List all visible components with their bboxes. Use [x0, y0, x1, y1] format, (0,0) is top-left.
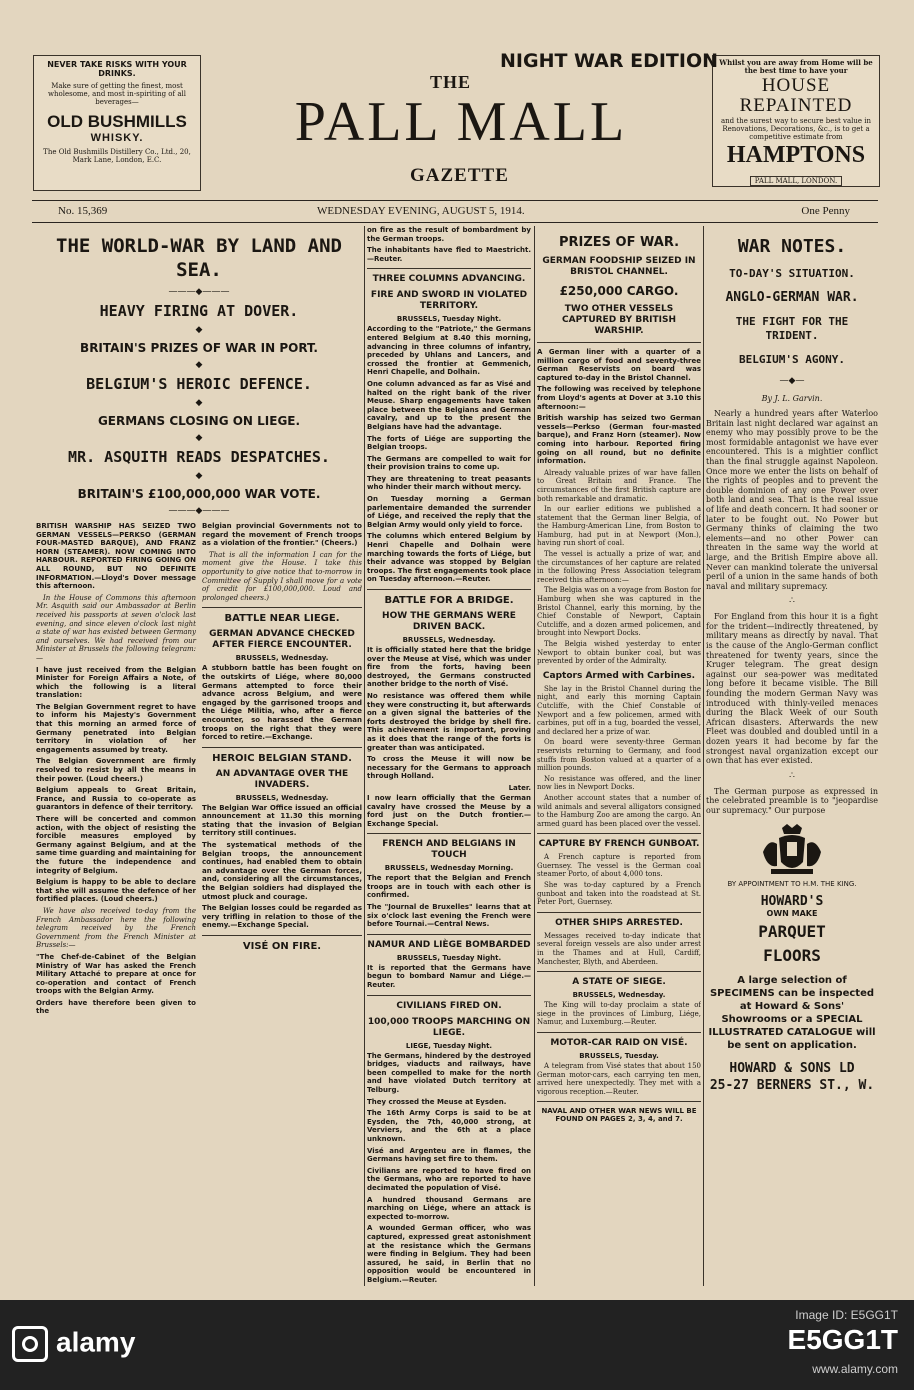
section-heading: A STATE OF SIEGE. — [572, 977, 666, 988]
column-divider — [534, 226, 535, 1286]
article-paragraph: I have just received from the Belgian Minister for Foreign Affairs a Note, of which the following is a literal translation: — [36, 665, 196, 700]
divider: ∴ — [789, 596, 795, 607]
section-subheading: £250,000 CARGO. — [559, 284, 679, 298]
article-paragraph: The Belgian Government regret to have to inform his Majesty's Government that this morning an armed force of Germany penetrated into Belgian territory in violation of her engagements assumed by treaty. — [36, 702, 196, 754]
image-id-code: E5GG1T — [787, 1324, 898, 1355]
section-subheading: 100,000 TROOPS MARCHING ON LIEGE. — [367, 1016, 531, 1038]
advert-product: PARQUET — [758, 921, 826, 941]
advert-body: and the surest way to secure best value in Renovations, Decorations, &c., is to get a competitive estimate from — [720, 117, 871, 141]
dateline-text: BRUSSELS, Wednesday Morning. — [384, 864, 514, 873]
column-divider — [364, 226, 365, 1286]
section-heading: PRIZES OF WAR. — [558, 235, 680, 250]
subheadline: GERMANS CLOSING ON LIEGE. — [97, 414, 301, 428]
section-heading: MOTOR-CAR RAID ON VISÉ. — [550, 1038, 688, 1048]
page-reference: NAVAL AND OTHER WAR NEWS WILL BE FOUND ON PAGES 2, 3, 4, and 7. — [541, 1107, 697, 1124]
dateline-text: BRUSSELS, Wednesday. — [402, 636, 496, 644]
article-paragraph: A stubborn battle has been fought on the outskirts of Liége, where 80,000 Germans attempted to force their advance across Belgium, and were engaged by the garrisoned troops and the Liége Militia, who, after a fierce encounter, so harassed the German troops on the right that they were forced to retire.—Exchange. — [202, 664, 362, 742]
section-subheading: Captors Armed with Carbines. — [542, 670, 696, 681]
subheadline: BELGIUM'S HEROIC DEFENCE. — [86, 375, 312, 393]
issue-price: One Penny — [801, 205, 850, 217]
divider — [537, 971, 701, 972]
section-heading: THE FIGHT FOR THE TRIDENT. — [735, 315, 849, 342]
divider — [202, 747, 362, 748]
edition-label: NIGHT WAR EDITION — [500, 50, 718, 72]
article-paragraph: A telegram from Visé states that about 150 German motor-cars, each carrying ten men, arrived here unexpectedly. They met with a vigorous reception.—Reuter. — [537, 1062, 701, 1096]
article-paragraph: The German purpose as expressed in the celebrated preamble is to "jeopardise our supremacy." Our purpose — [706, 786, 878, 815]
section-heading: BATTLE FOR A BRIDGE. — [384, 595, 514, 606]
divider: —◆— — [779, 376, 805, 386]
article-lead: BRITISH WARSHIP HAS SEIZED TWO GERMAN VESSELS—PERKSO (GERMAN FOUR-MASTED BARQUE), AND FRANZ HORN (STEAMER). NOW COMING INTO HARBOUR. REPORTED FIRING GOING ON ALL ROUND, BUT NO DEFINITE INFORMATION.—Lloyd's Dover message this afternoon. — [36, 522, 196, 591]
byline: By J. L. Garvin. — [761, 394, 823, 403]
war-notes-title: WAR NOTES. — [737, 236, 847, 257]
divider — [202, 607, 362, 608]
article-paragraph: She was to-day captured by a French gunboat and taken into the roadstead at St. Peter Port, Guernsey. — [537, 881, 701, 907]
advert-body: Make sure of getting the finest, most wholesome, and most in-spiriting of all beverages— — [48, 82, 186, 106]
advert-address: 25-27 BERNERS ST., W. — [709, 1077, 875, 1093]
article-paragraph: Belgium is happy to be able to declare that she will assume the defence of her fortified places. (Loud cheers.) — [36, 878, 196, 904]
stock-brand — [12, 1326, 135, 1362]
image-id-label: Image ID: E5GG1T — [795, 1308, 898, 1322]
article-paragraph: The Germans are compelled to wait for their provision trains to come up. — [367, 454, 531, 472]
divider — [537, 1032, 701, 1033]
lead-story-right — [202, 522, 362, 1019]
dateline-text: Later. — [508, 783, 531, 792]
section-heading: TO-DAY'S SITUATION. — [729, 267, 855, 280]
divider: ———◆——— — [168, 506, 230, 516]
divider: ◆ — [195, 471, 203, 481]
section-heading: BELGIUM'S AGONY. — [739, 353, 845, 366]
section-heading: THREE COLUMNS ADVANCING. — [372, 274, 526, 285]
article-paragraph: The report that the Belgian and French troops are in touch with each other is confirmed. — [367, 874, 531, 900]
article-paragraph: A French capture is reported from Guernsey. The vessel is the German coal steamer Porto, of about 4,000 tons. — [537, 853, 701, 879]
article-paragraph: There will be concerted and common action, with the object of resisting the forcible measures employed by Germany against Belgium, and at the same time guarding and maintaining for the future the independence and integrity of Belgium. — [36, 815, 196, 875]
article-paragraph: One column advanced as far as Visé and halted on the right bank of the river Meuse. Sharp engagements have taken place between the Belgians and German cavalry, and up to the present the Belgians have had the advantage. — [367, 379, 531, 431]
article-paragraph: Already valuable prizes of war have fallen to Great Britain and France. The circumstances of the first British capture are both remarkable and dramatic. — [537, 468, 701, 503]
divider: ◆ — [195, 398, 203, 408]
article-paragraph: The vessel is actually a prize of war, and the circumstances of her capture are related in the following Press Association telegram received this afternoon:— — [537, 550, 701, 584]
article-paragraph: The King will to-day proclaim a state of siege in the provinces of Limburg, Liége, Namur, and Luxemburg.—Reuter. — [537, 1001, 701, 1027]
article-paragraph: Messages received to-day indicate that several foreign vessels are also under arrest in the Thames and at Hull, Cardiff, Manchester, Blyth, and Aberdeen. — [537, 931, 701, 966]
dateline-text: LIEGE, Tuesday Night. — [405, 1041, 493, 1050]
stock-brand-name: alamy — [56, 1326, 136, 1358]
advert-repainted: REPAINTED — [739, 95, 853, 116]
section-subheading: FIRE AND SWORD IN VIOLATED TERRITORY. — [370, 290, 528, 312]
advert-brand: OLD BUSHMILLS — [47, 112, 187, 131]
article-paragraph: They are threatening to treat peasants who hinder their march without mercy. — [367, 474, 531, 492]
hamptons-advert — [712, 55, 880, 187]
article-paragraph: British warship has seized two German vessels—Perkso (German four-masted barque), and Franz Horn (steamer). Now coming into harbour. Reported firing going on all round, but no definite information. — [537, 414, 701, 466]
section-heading: CIVILIANS FIRED ON. — [396, 1000, 502, 1011]
advert-intro: Whilst you are away from Home will be the best time to have your — [719, 58, 873, 75]
article-paragraph: She lay in the Bristol Channel during the night, and early this morning Captain Cutcliffe, with the Chief Constable of Newport and a few policemen, armed with carbines, put off in a tug, boarded the vessel, and declared her a prize of war. — [537, 684, 701, 736]
advert-address: The Old Bushmills Distillery Co., Ltd., 20, Mark Lane, London, E.C. — [43, 148, 191, 164]
royal-warrant: BY APPOINTMENT TO H.M. THE KING. — [727, 879, 857, 888]
article-paragraph: It is officially stated here that the bridge over the Meuse at Visé, which was under fire from the forts, having been destroyed, the Germans constructed another bridge to the north of Visé. — [367, 646, 531, 689]
article-paragraph: For England from this hour it is a fight for the trident—indirectly threatened, by military means as directly by naval. That is the cause of the Anglo-German conflict threatened for twenty years, since the Kruger telegram. The great design against our sea-power was meditated long before it became visible. The Bill founding the modern German Navy was introduced with thinly-veiled menaces during the Black Week of our South African disasters. Afterwards the new Fleet was doubled and doubled until in a dozen years it had become by far the strongest naval organization except our own that has ever existed. — [706, 612, 878, 766]
section-heading: VISÉ ON FIRE. — [242, 941, 322, 952]
article-paragraph: A wounded German officer, who was captured, expressed great astonishment at the resistance which the Germans were finding in Belgium. They had been assured, he said, in Berlin that no opposition would be encountered in Belgium.—Reuter. — [367, 1224, 531, 1284]
article-paragraph: Orders have therefore been given to the — [36, 998, 196, 1016]
article-paragraph: The inhabitants have fled to Maestricht.—Reuter. — [367, 246, 531, 263]
subheadline: HEAVY FIRING AT DOVER. — [99, 302, 299, 320]
column-divider — [703, 226, 704, 1286]
lead-story-body — [36, 522, 362, 1019]
divider — [367, 934, 531, 935]
article-paragraph: A hundred thousand Germans are marching on Liége, where an attack is expected to-morrow. — [367, 1195, 531, 1221]
article-paragraph: The forts of Liége are supporting the Belgian troops. — [367, 434, 531, 452]
section-heading: OTHER SHIPS ARRESTED. — [555, 917, 683, 928]
section-subheading: GERMAN FOODSHIP SEIZED IN BRISTOL CHANNEL. — [542, 256, 696, 277]
alamy-logo-icon — [12, 1326, 48, 1362]
advert-product: WHISKY. — [90, 132, 144, 144]
dateline-text: BRUSSELS, Tuesday Night. — [396, 315, 502, 324]
section-heading: HEROIC BELGIAN STAND. — [212, 752, 352, 764]
article-paragraph: The Belgian Government are firmly resolved to resist by all the means in their power. (Loud cheers.) — [36, 757, 196, 783]
section-subheading: TWO OTHER VESSELS CAPTURED BY BRITISH WARSHIP. — [562, 304, 676, 336]
advert-body: A large selection of SPECIMENS can be inspected at Howard & Sons' Showrooms or a SPECIAL ILLUSTRATED CATALOGUE will be sent on application. — [708, 974, 876, 1051]
dateline-text: BRUSSELS, Tuesday. — [579, 1052, 659, 1060]
divider — [367, 268, 531, 269]
article-paragraph: We have also received to-day from the French Ambassador here the following telegram received by the French Government from the French Minister at Brussels:— — [36, 906, 196, 950]
lead-headline: THE WORLD-WAR BY LAND AND SEA. — [56, 235, 342, 281]
royal-crest-icon — [757, 822, 827, 878]
bushmills-advert — [33, 55, 201, 191]
divider: ◆ — [195, 325, 203, 335]
article-paragraph: In the House of Commons this afternoon Mr. Asquith said our Ambassador at Berlin received his passports at seven o'clock last evening, and since eleven o'clock last night a state of war has existed between Germany and ourselves. We had received from our Minister at Brussels the following telegram:— — [36, 593, 196, 662]
article-paragraph: Nearly a hundred years after Waterloo Britain last night declared war against an enemy who may possibly prove to be the most formidable antagonist we have ever encountered. This is a mightier conflict than the final struggle against Napoleon. Once more we enter the lists on behalf of the rights of peoples and to prevent the double dominion of any one Power over both land and sea. That is the real issue of life and death concern. It had sooner or later to be fought out. No Power but Germany thinks of claiming the two elements—and no other Power can threaten in the same way the world at large, and the British Empire above all. Never can mankind tolerate the universal peril of a union in the same hands of both naval and military supremacy. — [706, 409, 878, 591]
article-paragraph: To cross the Meuse it will now be necessary for the Germans to approach through Holland. — [367, 755, 531, 781]
divider — [537, 342, 701, 343]
top-rule — [32, 200, 878, 201]
article-paragraph: The systematical methods of the Belgian troops, the announcement continues, had enabled them to obtain an advantage over the German forces, and, considering all the circumstances, the Belgian soldiers had displayed the utmost pluck and courage. — [202, 841, 362, 901]
article-paragraph: The 16th Army Corps is said to be at Eysden, the 7th, 40,000 strong, at Verviers, and the 6th at a place unknown. — [367, 1109, 531, 1143]
section-subheading: HOW THE GERMANS WERE DRIVEN BACK. — [382, 611, 516, 632]
article-paragraph: The columns which entered Belgium by Henri Chapelle and Dolhain were marching towards the forts of Liége, but their advance was stopped by Belgian troops. The first engagements took place on Tuesday afternoon.—Reuter. — [367, 532, 531, 584]
article-paragraph: Another account states that a number of wild animals and several alligators consigned to the Hamburg Zoo are among the cargo. An armed guard has been placed over the vessel. — [537, 793, 701, 828]
dateline-text: BRUSSELS, Wednesday. — [235, 654, 329, 663]
divider — [537, 833, 701, 834]
article-paragraph: I now learn officially that the German cavalry have crossed the Meuse by a ford just on the Dutch frontier.—Exchange Special. — [367, 793, 531, 828]
divider — [367, 589, 531, 590]
article-paragraph: The "Journal de Bruxelles" learns that at six o'clock last evening the French were before Tournai.—Central News. — [367, 903, 531, 929]
divider — [537, 1101, 701, 1102]
divider: ◆ — [195, 433, 203, 443]
advert-company: HOWARD & SONS LD — [729, 1060, 855, 1076]
divider — [537, 912, 701, 913]
article-paragraph: The Belgian losses could be regarded as very trifling in relation to those of the enemy.—Exchange Special. — [202, 904, 362, 930]
section-heading: ANGLO-GERMAN WAR. — [725, 290, 859, 305]
advert-tagline: OWN MAKE — [766, 908, 818, 918]
article-paragraph: The Belgia wished yesterday to enter Newport to obtain bunker coal, but was prevented by order of the Admiralty. — [537, 640, 701, 666]
dateline-text: BRUSSELS, Wednesday. — [572, 991, 666, 1000]
article-paragraph: On board were seventy-three German reservists returning to Germany, and food stuffs from Boston valued at a quarter of a million pounds. — [537, 738, 701, 773]
divider — [367, 833, 531, 834]
section-heading: FRENCH AND BELGIANS IN TOUCH — [382, 839, 516, 861]
dateline-rule — [32, 222, 878, 223]
article-paragraph: The Belgian War Office issued an official announcement at 11.30 this morning stating that the invasion of Belgian territory still continues. — [202, 803, 362, 838]
masthead-the: THE — [430, 72, 472, 92]
lead-story-column — [36, 226, 362, 1296]
advert-house: HOUSE — [761, 75, 831, 96]
article-paragraph: They crossed the Meuse at Eysden. — [367, 1097, 507, 1106]
article-paragraph: Belgium appeals to Great Britain, France, and Russia to co-operate as guarantors in defence of their territory. — [36, 786, 196, 812]
advert-tagline: NEVER TAKE RISKS WITH YOUR DRINKS. — [47, 60, 187, 78]
dateline-text: BRUSSELS, Tuesday Night. — [396, 953, 502, 962]
section-heading: BATTLE NEAR LIEGE. — [224, 613, 340, 625]
stock-site-url: www.alamy.com — [812, 1362, 898, 1376]
section-heading: NAMUR AND LIÈGE BOMBARDED — [367, 939, 531, 950]
divider — [367, 995, 531, 996]
article-paragraph: The Belgia was on a voyage from Boston for Hamburg when she was captured in the Bristol Channel, early this morning, by the Chief Constable of Newport, Captain Cutcliffe, and a dozen armed policemen, and brought into Newport Docks. — [537, 586, 701, 638]
divider: ∴ — [789, 770, 795, 781]
subheadline: MR. ASQUITH READS DESPATCHES. — [68, 448, 330, 466]
divider: ◆ — [195, 360, 203, 370]
article-paragraph: Civilians are reported to have fired on the Germans, who are reported to have decimated the population of Visé. — [367, 1166, 531, 1192]
article-paragraph: The following was received by telephone from Lloyd's agents at Dover at 3.10 this afternoon:— — [537, 385, 701, 411]
divider — [202, 935, 362, 936]
news-column-3 — [537, 226, 701, 1296]
advert-brand: HOWARD'S — [760, 893, 824, 909]
dateline-text: BRUSSELS, Wednesday. — [235, 793, 329, 802]
article-paragraph: on fire as the result of bombardment by the German troops. — [367, 226, 531, 243]
article-paragraph: According to the "Patriote," the Germans entered Belgium at 8.40 this morning, advancing in three columns of infantry, preceded by Uhlans and Lancers, and crossed the frontier at Gemmenich, Henri Chapelle, and Dolhain. — [367, 325, 531, 377]
article-paragraph: Visé and Argenteu are in flames, the Germans having set fire to them. — [367, 1146, 531, 1164]
subheadline: BRITAIN'S £100,000,000 WAR VOTE. — [77, 487, 321, 501]
lead-story-left — [36, 522, 196, 1019]
article-paragraph: In our earlier editions we published a statement that the German liner Belgia, of the Hamburg-American Line, from Boston to Hamburg, had put in at Newport (Mon.), having run short of coal. — [537, 505, 701, 548]
issue-number: No. 15,369 — [58, 205, 108, 217]
article-paragraph: "The Chef-de-Cabinet of the Belgian Ministry of War has asked the French Military Attaché to prepare at once for co-operation and contact of French troops with the Belgian Army. — [36, 952, 196, 996]
section-subheading: AN ADVANTAGE OVER THE INVADERS. — [215, 768, 349, 790]
masthead-subtitle: GAZETTE — [410, 165, 509, 186]
issue-date: WEDNESDAY EVENING, AUGUST 5, 1914. — [317, 205, 525, 217]
article-paragraph: No resistance was offered, and the liner now lies in Newport Docks. — [537, 774, 701, 792]
news-column-2 — [367, 226, 531, 1296]
section-heading: CAPTURE BY FRENCH GUNBOAT. — [538, 839, 700, 850]
war-notes-column — [706, 226, 878, 1296]
article-paragraph: No resistance was offered them while they were constructing it, but afterwards on a given signal the batteries of the forts destroyed the bridge by shell fire. This achievement is important, proving as it does that the range of the forts is greater than was anticipated. — [367, 691, 531, 752]
section-subheading: GERMAN ADVANCE CHECKED AFTER FIERCE ENCOUNTER. — [209, 629, 355, 651]
article-paragraph: It is reported that the Germans have begun to bombard Namur and Liége.—Reuter. — [367, 963, 531, 990]
article-paragraph: Belgian provincial Governments not to regard the movement of French troops as a violation of the frontier." (Cheers.) — [202, 522, 362, 548]
divider: ———◆——— — [168, 287, 230, 297]
advert-brand: HAMPTONS — [726, 142, 866, 168]
article-lead: A German liner with a quarter of a million cargo of food and seventy-three German Reservists on board was captured to-day in the Bristol Channel. — [537, 348, 701, 382]
article-paragraph: That is all the information I can for the moment give the House. I take this opportunity to give notice that to-morrow in Committee of Supply I shall move for a vote of credit for £100,000,000. Loud and prolonged cheers.) — [202, 550, 362, 602]
advert-address: PALL MALL, LONDON. — [750, 176, 842, 186]
article-paragraph: On Tuesday morning a German parlementaire demanded the surrender of Liége, and received the reply that the Belgian Army would only yield to force. — [367, 495, 531, 529]
masthead-title: PALL MALL — [294, 91, 628, 153]
article-paragraph: The Germans, hindered by the destroyed bridges, viaducts and railways, have been compelled to make for the north and have violated Dutch territory at Telburg. — [367, 1051, 531, 1094]
advert-product: FLOORS — [763, 945, 821, 965]
stock-banner-content — [0, 1300, 914, 1390]
subheadline: BRITAIN'S PRIZES OF WAR IN PORT. — [80, 341, 318, 355]
